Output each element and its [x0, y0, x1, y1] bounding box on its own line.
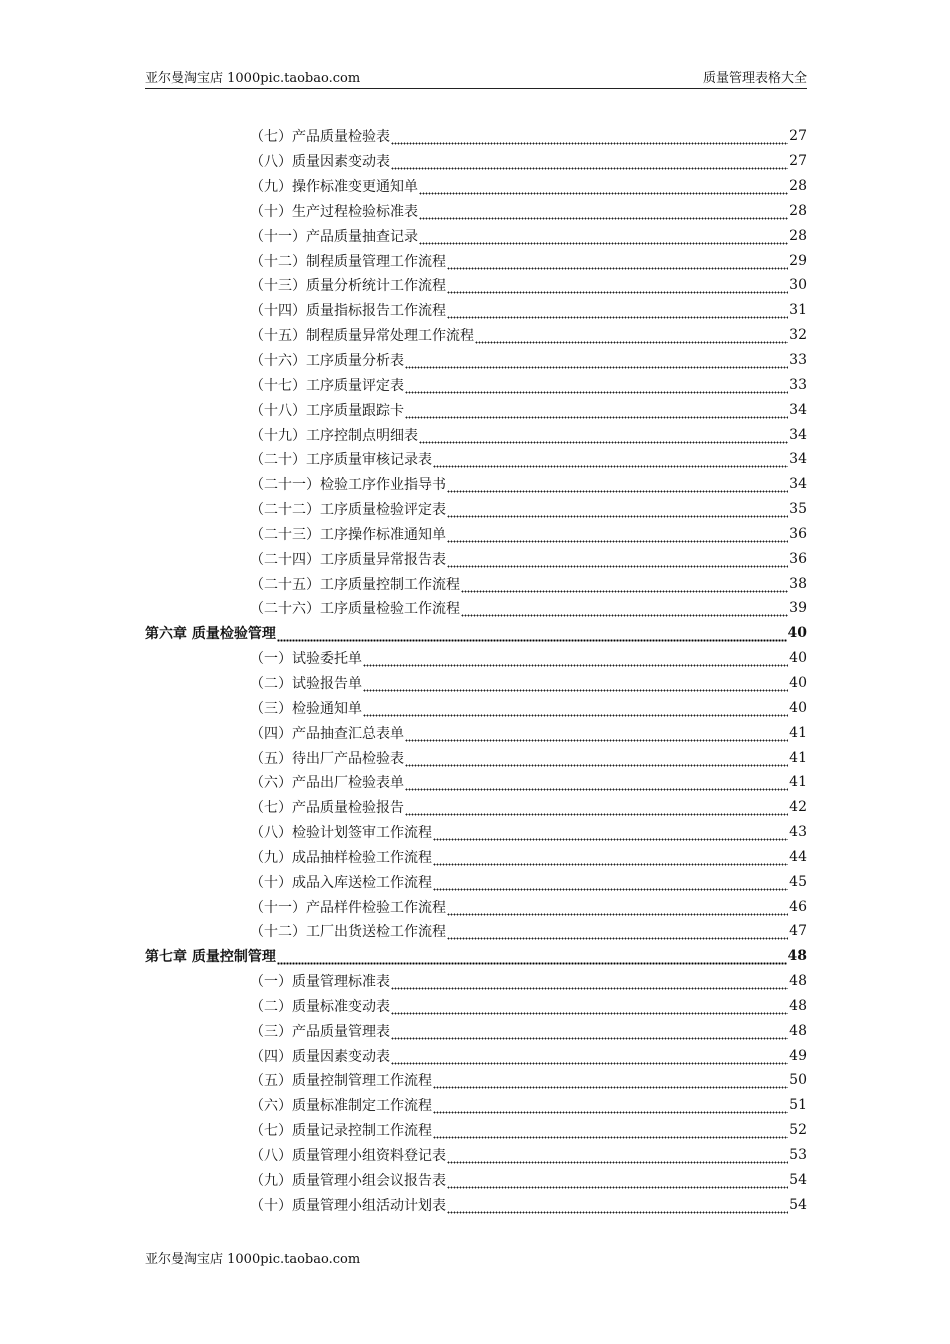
toc-entry-page-number: 34: [789, 451, 807, 468]
toc-entry-title: （十）生产过程检验标准表: [250, 203, 418, 220]
toc-entry-title: （六）产品出厂检验表单: [250, 775, 404, 792]
dot-leader: [277, 951, 787, 965]
dot-leader: [405, 405, 788, 419]
toc-entry[interactable]: [145, 919, 807, 944]
dot-leader: [447, 926, 788, 940]
toc-entry-title: （五）质量控制管理工作流程: [250, 1073, 432, 1090]
toc-chapter-entry[interactable]: [145, 944, 807, 969]
toc-entry-title: （十一）产品样件检验工作流程: [250, 899, 446, 916]
toc-entry[interactable]: [145, 1018, 807, 1043]
dot-leader: [419, 430, 788, 444]
toc-entry-page-number: 42: [789, 799, 807, 816]
dot-leader: [363, 703, 788, 717]
toc-entry-title: （八）质量管理小组资料登记表: [250, 1148, 446, 1165]
toc-entry[interactable]: [145, 745, 807, 770]
toc-entry-page-number: 47: [789, 923, 807, 940]
dot-leader: [475, 330, 788, 344]
toc-entry[interactable]: [145, 671, 807, 696]
dot-leader: [405, 728, 788, 742]
dot-leader: [433, 454, 788, 468]
toc-entry[interactable]: [145, 1093, 807, 1118]
dot-leader: [405, 355, 788, 369]
toc-entry-title: （七）产品质量检验报告: [250, 800, 404, 817]
toc-entry[interactable]: [145, 646, 807, 671]
toc-entry-page-number: 44: [789, 848, 807, 865]
dot-leader: [419, 181, 788, 195]
toc-entry-title: （二十六）工序质量检验工作流程: [250, 601, 460, 618]
toc-entry-page-number: 52: [789, 1122, 807, 1139]
toc-entry-title: （十八）工序质量跟踪卡: [250, 402, 404, 419]
toc-entry-page-number: 27: [789, 153, 807, 170]
toc-entry-page-number: 36: [789, 525, 807, 542]
toc-entry[interactable]: [145, 1043, 807, 1068]
toc-entry[interactable]: [145, 497, 807, 522]
toc-entry-title: （二十四）工序质量异常报告表: [250, 551, 446, 568]
toc-entry-page-number: 29: [789, 252, 807, 269]
toc-entry-title: （七）质量记录控制工作流程: [250, 1123, 432, 1140]
toc-entry[interactable]: [145, 546, 807, 571]
toc-entry[interactable]: [145, 820, 807, 845]
toc-entry-title: （十五）制程质量异常处理工作流程: [250, 328, 474, 345]
dot-leader: [419, 231, 788, 245]
toc-entry[interactable]: [145, 795, 807, 820]
page-header: [145, 64, 807, 86]
toc-entry-page-number: 54: [789, 1171, 807, 1188]
toc-entry-title: （二十二）工序质量检验评定表: [250, 502, 446, 519]
dot-leader: [433, 827, 788, 841]
toc-entry-page-number: 41: [789, 724, 807, 741]
dot-leader: [391, 131, 788, 145]
toc-entry[interactable]: [145, 397, 807, 422]
table-of-contents: [145, 124, 807, 1217]
toc-entry-title: （十七）工序质量评定表: [250, 377, 404, 394]
toc-entry[interactable]: [145, 124, 807, 149]
toc-entry-title: （三）产品质量管理表: [250, 1023, 390, 1040]
toc-entry-page-number: 35: [789, 501, 807, 518]
toc-entry-title: （九）质量管理小组会议报告表: [250, 1172, 446, 1189]
toc-entry[interactable]: [145, 1192, 807, 1217]
dot-leader: [391, 156, 788, 170]
dot-leader: [447, 1175, 788, 1189]
toc-entry-title: （四）质量因素变动表: [250, 1048, 390, 1065]
toc-entry-title: （七）产品质量检验表: [250, 129, 390, 146]
dot-leader: [433, 877, 788, 891]
toc-entry-page-number: 32: [789, 327, 807, 344]
toc-entry[interactable]: [145, 248, 807, 273]
header-left-text: 亚尔曼淘宝店 1000pic.taobao.com: [145, 71, 361, 86]
header-right-text: 质量管理表格大全: [702, 71, 807, 86]
toc-entry[interactable]: [145, 273, 807, 298]
toc-entry[interactable]: [145, 994, 807, 1019]
toc-entry[interactable]: [145, 223, 807, 248]
toc-entry-page-number: 38: [789, 575, 807, 592]
toc-entry-title: （十九）工序控制点明细表: [250, 427, 418, 444]
toc-entry-page-number: 33: [789, 376, 807, 393]
toc-entry-title: （二十一）检验工序作业指导书: [250, 477, 446, 494]
toc-entry[interactable]: [145, 149, 807, 174]
toc-entry-title: （十六）工序质量分析表: [250, 353, 404, 370]
toc-entry-page-number: 34: [789, 426, 807, 443]
toc-entry-page-number: 46: [789, 898, 807, 915]
dot-leader: [447, 305, 788, 319]
toc-entry-page-number: 53: [789, 1147, 807, 1164]
toc-entry-title: （十一）产品质量抽查记录: [250, 228, 418, 245]
toc-entry[interactable]: [145, 969, 807, 994]
toc-entry[interactable]: [145, 844, 807, 869]
toc-entry[interactable]: [145, 894, 807, 919]
toc-entry[interactable]: [145, 596, 807, 621]
toc-entry[interactable]: [145, 298, 807, 323]
toc-entry[interactable]: [145, 695, 807, 720]
toc-entry-title: 第七章 质量控制管理: [145, 949, 276, 966]
toc-entry-title: （九）成品抽样检验工作流程: [250, 849, 432, 866]
dot-leader: [419, 206, 788, 220]
toc-entry[interactable]: [145, 372, 807, 397]
toc-entry-page-number: 33: [789, 352, 807, 369]
toc-entry-title: （一）试验委托单: [250, 651, 362, 668]
toc-entry-page-number: 28: [789, 202, 807, 219]
toc-entry-page-number: 49: [789, 1047, 807, 1064]
toc-entry-title: （九）操作标准变更通知单: [250, 179, 418, 196]
toc-entry-title: （八）质量因素变动表: [250, 154, 390, 171]
toc-entry[interactable]: [145, 348, 807, 373]
dot-leader: [447, 479, 788, 493]
toc-entry[interactable]: [145, 720, 807, 745]
toc-entry-title: （五）待出厂产品检验表: [250, 750, 404, 767]
toc-entry[interactable]: [145, 199, 807, 224]
toc-entry-page-number: 54: [789, 1196, 807, 1213]
toc-entry-page-number: 27: [789, 128, 807, 145]
toc-entry-page-number: 41: [789, 774, 807, 791]
toc-entry[interactable]: [145, 447, 807, 472]
toc-entry-title: （二）质量标准变动表: [250, 998, 390, 1015]
toc-entry-title: （一）质量管理标准表: [250, 974, 390, 991]
toc-entry-title: （四）产品抽查汇总表单: [250, 725, 404, 742]
toc-entry[interactable]: [145, 174, 807, 199]
dot-leader: [447, 554, 788, 568]
toc-entry-title: （二十三）工序操作标准通知单: [250, 526, 446, 543]
toc-entry-page-number: 40: [789, 650, 807, 667]
toc-entry[interactable]: [145, 522, 807, 547]
toc-entry-title: （十三）质量分析统计工作流程: [250, 278, 446, 295]
dot-leader: [447, 280, 788, 294]
toc-entry-title: 第六章 质量检验管理: [145, 626, 276, 643]
page-footer: [145, 1248, 360, 1267]
dot-leader: [363, 678, 788, 692]
toc-entry-title: （三）检验通知单: [250, 700, 362, 717]
toc-entry-page-number: 40: [789, 674, 807, 691]
toc-chapter-entry[interactable]: [145, 621, 807, 646]
dot-leader: [447, 504, 788, 518]
dot-leader: [391, 1001, 788, 1015]
toc-entry[interactable]: [145, 472, 807, 497]
dot-leader: [433, 852, 788, 866]
toc-entry[interactable]: [145, 1118, 807, 1143]
dot-leader: [433, 1100, 788, 1114]
dot-leader: [391, 976, 788, 990]
dot-leader: [447, 1200, 788, 1214]
toc-entry-page-number: 51: [789, 1097, 807, 1114]
toc-entry-title: （六）质量标准制定工作流程: [250, 1098, 432, 1115]
toc-entry-page-number: 48: [787, 948, 807, 965]
toc-entry-page-number: 50: [789, 1072, 807, 1089]
dot-leader: [447, 1150, 788, 1164]
dot-leader: [405, 777, 788, 791]
dot-leader: [405, 380, 788, 394]
toc-entry-title: （八）检验计划签审工作流程: [250, 825, 432, 842]
toc-entry[interactable]: [145, 869, 807, 894]
toc-entry-page-number: 43: [789, 824, 807, 841]
dot-leader: [447, 529, 788, 543]
toc-entry-title: （二十五）工序质量控制工作流程: [250, 576, 460, 593]
dot-leader: [391, 1051, 788, 1065]
toc-entry[interactable]: [145, 770, 807, 795]
toc-entry[interactable]: [145, 571, 807, 596]
toc-entry-page-number: 34: [789, 476, 807, 493]
toc-entry-page-number: 48: [789, 997, 807, 1014]
toc-entry-page-number: 28: [789, 178, 807, 195]
toc-entry-title: （十）成品入库送检工作流程: [250, 874, 432, 891]
toc-entry[interactable]: [145, 422, 807, 447]
toc-entry[interactable]: [145, 323, 807, 348]
toc-entry-page-number: 40: [787, 625, 807, 642]
toc-entry-page-number: 34: [789, 401, 807, 418]
toc-entry-page-number: 28: [789, 227, 807, 244]
dot-leader: [447, 902, 788, 916]
toc-entry-title: （十二）制程质量管理工作流程: [250, 253, 446, 270]
toc-entry[interactable]: [145, 1167, 807, 1192]
dot-leader: [433, 1075, 788, 1089]
dot-leader: [405, 802, 788, 816]
toc-entry-title: （二）试验报告单: [250, 675, 362, 692]
toc-entry[interactable]: [145, 1143, 807, 1168]
toc-entry[interactable]: [145, 1068, 807, 1093]
toc-entry-page-number: 41: [789, 749, 807, 766]
toc-entry-page-number: 30: [789, 277, 807, 294]
dot-leader: [461, 579, 788, 593]
footer-text: 亚尔曼淘宝店 1000pic.taobao.com: [145, 1252, 361, 1267]
dot-leader: [447, 256, 788, 270]
toc-entry-page-number: 48: [789, 973, 807, 990]
toc-entry-page-number: 45: [789, 873, 807, 890]
toc-entry-page-number: 39: [789, 600, 807, 617]
dot-leader: [277, 628, 787, 642]
dot-leader: [433, 1125, 788, 1139]
toc-entry-title: （十二）工厂出货送检工作流程: [250, 924, 446, 941]
toc-entry-page-number: 48: [789, 1022, 807, 1039]
toc-entry-title: （十四）质量指标报告工作流程: [250, 303, 446, 320]
dot-leader: [405, 753, 788, 767]
toc-entry-title: （十）质量管理小组活动计划表: [250, 1197, 446, 1214]
dot-leader: [363, 653, 788, 667]
toc-entry-page-number: 40: [789, 699, 807, 716]
dot-leader: [461, 603, 788, 617]
toc-entry-page-number: 31: [789, 302, 807, 319]
dot-leader: [391, 1026, 788, 1040]
header-rule: [145, 88, 807, 89]
toc-entry-title: （二十）工序质量审核记录表: [250, 452, 432, 469]
toc-entry-page-number: 36: [789, 550, 807, 567]
